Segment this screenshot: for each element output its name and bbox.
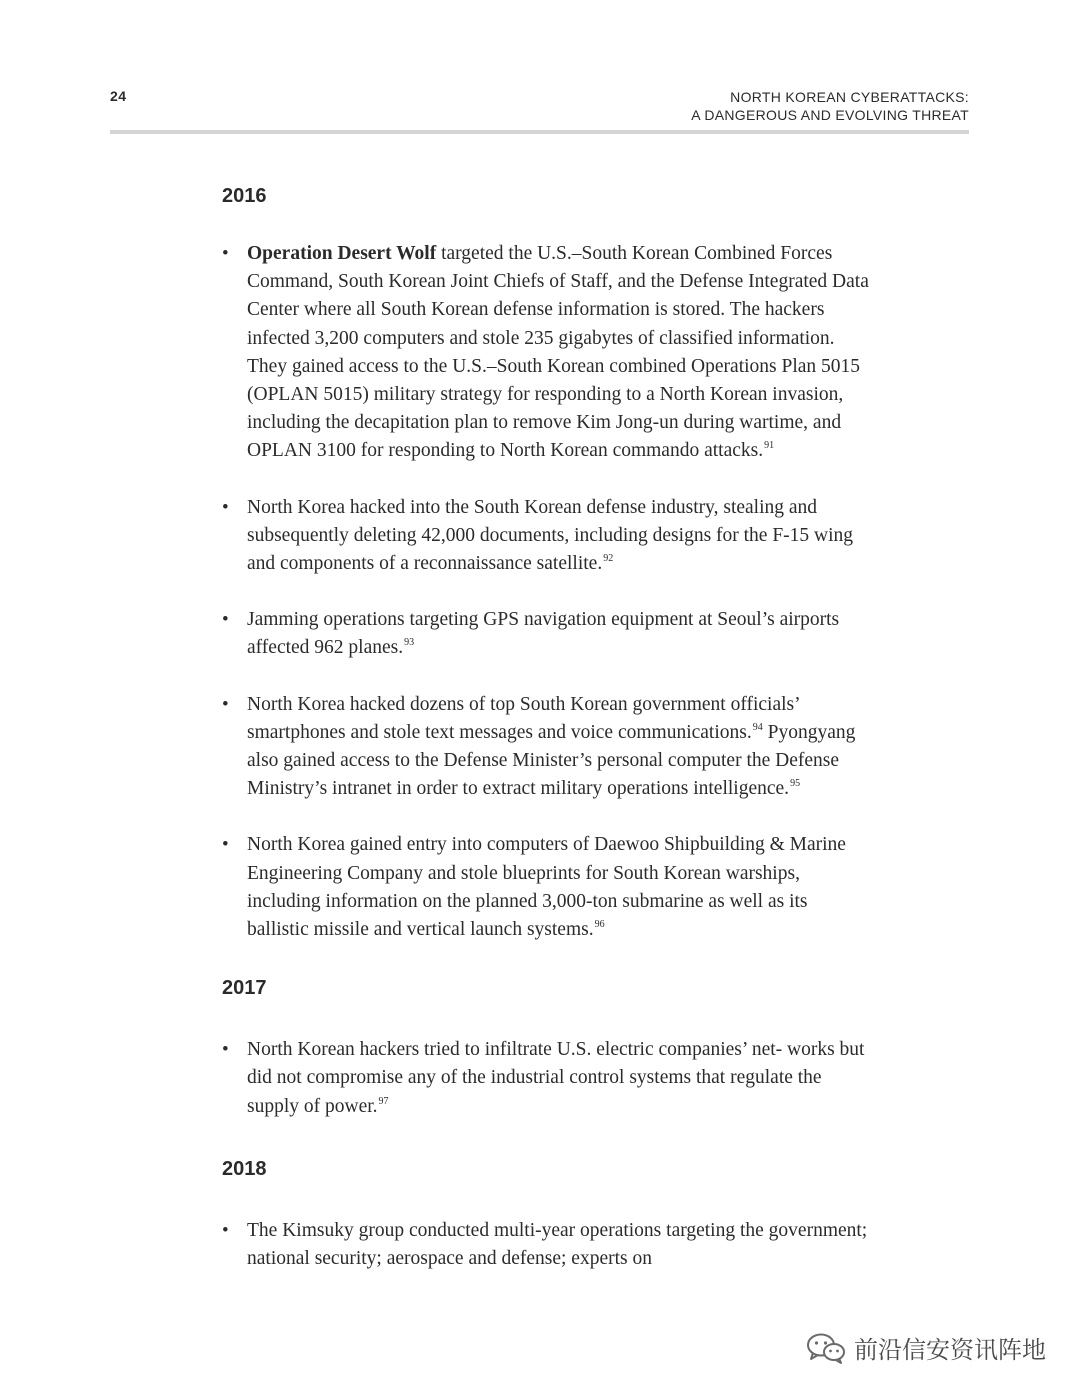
item-text: The Kimsuky group conducted multi-year operations targeting the government; national security; aerospace and defense; experts on (247, 1219, 868, 1270)
footnote-marker: 91 (764, 440, 775, 452)
running-head-line1: NORTH KOREAN CYBERATTACKS: (730, 89, 969, 105)
watermark (806, 1330, 1046, 1365)
bullet-marker: • (222, 1039, 229, 1061)
item-text: North Korean hackers tried to infiltrate U.S. electric companies’ net- works but did not compromise any of the industrial control systems that regulate the supply of power. (247, 1039, 865, 1117)
bullet-list-2018 (222, 1217, 872, 1273)
wechat-icon (806, 1331, 846, 1365)
footnote-marker: 96 (594, 919, 605, 931)
list-item (222, 240, 872, 466)
footnote-marker: 92 (603, 553, 614, 565)
footnote-marker: 95 (790, 778, 801, 790)
list-item (222, 831, 872, 944)
item-text: North Korea gained entry into computers of Daewoo Shipbuilding & Marine Engineering Company and stole blueprints for South Korean warships, including information on the planned 3,000-ton submarine as well as its ballistic missile and vertical launch systems. (247, 834, 846, 941)
operation-name: Operation Desert Wolf (247, 243, 437, 264)
footnote-marker: 93 (404, 637, 415, 649)
bullet-list-2017 (222, 1036, 872, 1121)
main-content (222, 182, 872, 1273)
bullet-list-2016 (222, 240, 872, 944)
year-heading-2016: 2016 (222, 185, 267, 207)
running-head-line2: A DANGEROUS AND EVOLVING THREAT (691, 107, 969, 123)
year-heading-2017: 2017 (222, 977, 267, 1000)
bullet-marker: • (222, 693, 229, 715)
list-item (222, 1217, 872, 1273)
watermark-text: 前沿信安资讯阵地 (854, 1336, 1046, 1364)
list-item (222, 1036, 872, 1121)
footnote-marker: 94 (752, 721, 763, 733)
bullet-marker: • (222, 609, 229, 631)
item-text: Jamming operations targeting GPS navigation equipment at Seoul’s airports affected 962 planes. (247, 609, 840, 659)
item-text: Pyongyang also gained access to the Defense Minister’s personal computer the Defense Ministry’s intranet in order to extract military operations intelligence. (247, 721, 856, 800)
bullet-marker: • (222, 834, 229, 856)
running-head (691, 88, 969, 124)
list-item (222, 606, 872, 662)
header-rule (110, 130, 969, 134)
item-text: targeted the U.S.–South Korean Combined Forces Command, South Korean Joint Chiefs of Staff, and the Defense Integrated Data Center where all South Korean defense information is stored. The hackers infected 3,200 computers and stole 235 gigabytes of classified information. They gained access to the U.S.–South Korean combined Operations Plan 5015 (OPLAN 5015) military strategy for responding to a North Korean invasion, including the decapitation plan to remove Kim Jong-un during wartime, and OPLAN 3100 for responding to North Korean commando attacks. (247, 243, 869, 462)
item-text: North Korea hacked dozens of top South Korean government officials’ smartphones and stole text messages and voice communications. (247, 693, 800, 743)
item-text: North Korea hacked into the South Korean defense industry, stealing and subsequently deleting 42,000 documents, including designs for the F-15 wing and components of a reconnaissance satellite. (247, 496, 854, 575)
year-heading-2018: 2018 (222, 1157, 267, 1180)
bullet-marker: • (222, 243, 229, 264)
list-item (222, 494, 872, 579)
list-item (222, 691, 872, 804)
footnote-marker: 97 (378, 1095, 389, 1107)
page-number: 24 (110, 88, 127, 104)
bullet-marker: • (222, 496, 229, 518)
bullet-marker: • (222, 1219, 229, 1241)
